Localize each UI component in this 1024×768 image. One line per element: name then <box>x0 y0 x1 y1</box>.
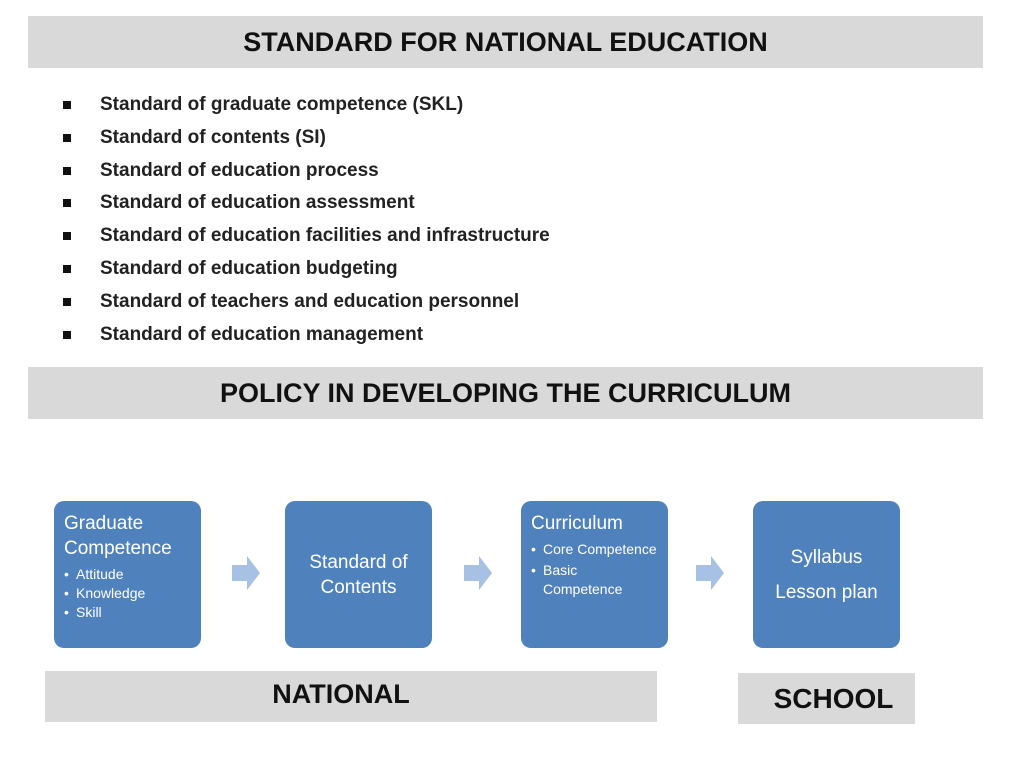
list-item-text: Standard of education assessment <box>100 192 415 214</box>
square-bullet-icon <box>63 331 71 339</box>
national-label-text: NATIONAL <box>272 679 410 709</box>
list-item <box>60 123 550 156</box>
standards-list <box>60 90 550 352</box>
right-arrow-icon <box>232 556 260 590</box>
graduate-item: • Knowledge <box>64 584 191 603</box>
list-item-text: Standard of contents (SI) <box>100 126 326 148</box>
list-item <box>60 254 550 287</box>
syllabus-label: Syllabus <box>790 546 863 568</box>
list-item <box>60 156 550 189</box>
standard-of-contents-title: Standard of Contents <box>309 551 408 598</box>
graduate-competence-box <box>54 501 201 648</box>
graduate-item: • Attitude <box>64 565 191 584</box>
square-bullet-icon <box>63 199 71 207</box>
standard-of-contents-box <box>285 501 432 648</box>
curriculum-box <box>521 501 668 648</box>
lesson-plan-label: Lesson plan <box>775 581 878 603</box>
list-item-text: Standard of education process <box>100 159 379 181</box>
right-arrow-icon <box>464 556 492 590</box>
list-item <box>60 188 550 221</box>
standard-banner-title: STANDARD FOR NATIONAL EDUCATION <box>243 26 768 57</box>
standard-banner <box>28 16 983 68</box>
list-item <box>60 287 550 320</box>
list-item-text: Standard of graduate competence (SKL) <box>100 94 464 115</box>
list-item-text: Standard of education management <box>100 323 424 345</box>
square-bullet-icon <box>63 134 71 142</box>
list-item-text: Standard of teachers and education personnel <box>100 290 520 312</box>
square-bullet-icon <box>63 298 71 306</box>
curriculum-items <box>531 540 658 600</box>
graduate-item: • Skill <box>64 603 191 622</box>
list-item-text: Standard of education budgeting <box>100 257 398 279</box>
policy-banner <box>28 367 983 419</box>
national-level-label <box>45 671 657 722</box>
list-item <box>60 90 550 123</box>
policy-banner-title: POLICY IN DEVELOPING THE CURRICULUM <box>219 377 792 408</box>
curriculum-title: Curriculum <box>531 513 623 534</box>
curriculum-item: • Basic Competence <box>531 561 658 600</box>
syllabus-box <box>753 501 900 648</box>
school-label-text: SCHOOL <box>773 682 894 714</box>
curriculum-item: • Core Competence <box>531 540 658 560</box>
square-bullet-icon <box>63 167 71 175</box>
square-bullet-icon <box>63 232 71 240</box>
graduate-competence-title: Graduate Competence <box>64 513 172 559</box>
school-level-label <box>738 673 915 724</box>
square-bullet-icon <box>63 101 71 109</box>
square-bullet-icon <box>63 265 71 273</box>
right-arrow-icon <box>696 556 724 590</box>
list-item-text: Standard of education facilities and infrastructure <box>100 225 550 247</box>
list-item <box>60 320 550 353</box>
graduate-competence-items <box>64 565 191 622</box>
list-item <box>60 221 550 254</box>
